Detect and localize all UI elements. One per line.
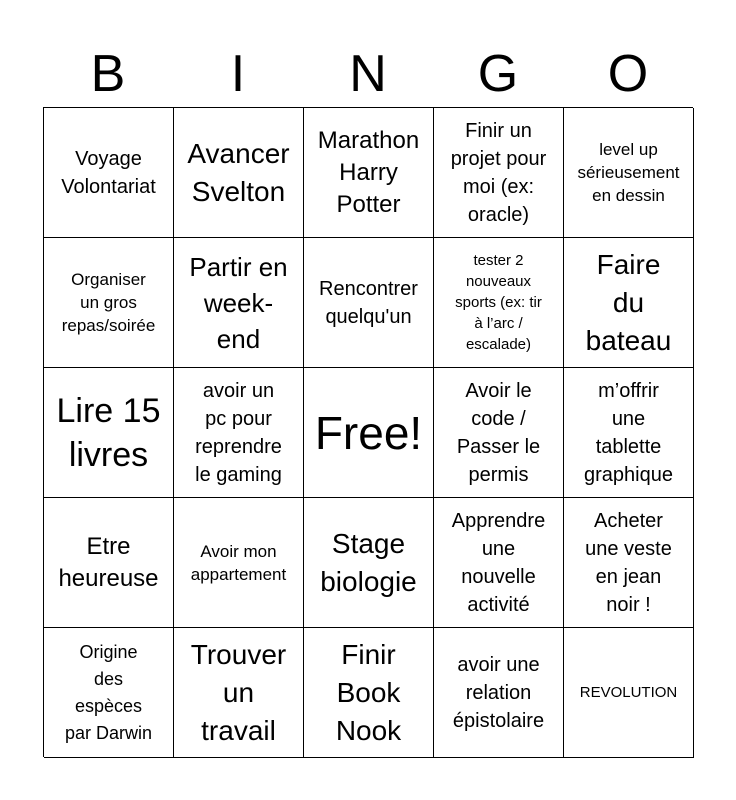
bingo-cell[interactable] xyxy=(44,498,174,628)
bingo-cell[interactable] xyxy=(44,628,174,758)
bingo-cell[interactable] xyxy=(564,368,694,498)
bingo-cell[interactable] xyxy=(564,628,694,758)
bingo-cell-label: Stage biologie xyxy=(320,527,417,597)
bingo-header xyxy=(43,44,693,104)
bingo-cell-label: avoir un pc pour reprendre le gaming xyxy=(195,379,282,486)
header-letter-o: O xyxy=(607,45,649,103)
bingo-cell-label: Finir Book Nook xyxy=(335,638,402,746)
bingo-cell-label: Organiser un gros repas/soirée xyxy=(61,270,156,335)
bingo-cell[interactable] xyxy=(44,108,174,238)
bingo-cell[interactable] xyxy=(564,108,694,238)
bingo-cell[interactable] xyxy=(174,498,304,628)
bingo-cell[interactable] xyxy=(174,628,304,758)
bingo-cell-label: Faire du bateau xyxy=(585,248,672,356)
bingo-cell-label: avoir une relation épistolaire xyxy=(452,653,545,732)
bingo-cell-label: Avancer Svelton xyxy=(187,137,290,207)
bingo-cell-label: Partir en week- end xyxy=(189,251,288,354)
bingo-card-grid xyxy=(43,107,693,757)
bingo-cell[interactable] xyxy=(434,498,564,628)
bingo-cell[interactable] xyxy=(434,628,564,758)
bingo-cell-label: Acheter une veste en jean noir ! xyxy=(585,509,672,616)
bingo-cell[interactable] xyxy=(564,498,694,628)
header-letter-n: N xyxy=(349,45,387,103)
bingo-cell-label: Apprendre une nouvelle activité xyxy=(451,509,546,616)
bingo-cell-label: Etre heureuse xyxy=(58,532,159,592)
bingo-cell-free[interactable] xyxy=(304,368,434,498)
bingo-cell-label: Avoir mon appartement xyxy=(190,541,287,584)
bingo-cell-label: Finir un projet pour moi (ex: oracle) xyxy=(450,119,547,226)
bingo-cell-label: Rencontrer quelqu'un xyxy=(319,277,418,328)
bingo-cell-label: Free! xyxy=(314,406,423,459)
header-letter-b: B xyxy=(90,45,126,103)
bingo-cell[interactable] xyxy=(564,238,694,368)
bingo-cell-label: REVOLUTION xyxy=(579,684,678,701)
header-letter-g: G xyxy=(477,45,519,103)
bingo-cell-label: Avoir le code / Passer le permis xyxy=(456,379,541,486)
bingo-cell[interactable] xyxy=(174,108,304,238)
header-letter-i: I xyxy=(230,45,246,103)
bingo-cell-label: m’offrir une tablette graphique xyxy=(584,379,673,486)
bingo-cell-label: Marathon Harry Potter xyxy=(317,126,420,218)
bingo-cell[interactable] xyxy=(174,368,304,498)
bingo-cell[interactable] xyxy=(304,498,434,628)
bingo-cell-label: level up sérieusement en dessin xyxy=(577,140,680,205)
bingo-cell-label: Voyage Volontariat xyxy=(61,147,156,198)
bingo-cell[interactable] xyxy=(434,238,564,368)
bingo-cell-label: Trouver un travail xyxy=(190,638,287,746)
bingo-cell-label: Lire 15 livres xyxy=(56,391,161,474)
bingo-cell[interactable] xyxy=(304,628,434,758)
bingo-cell[interactable] xyxy=(304,108,434,238)
bingo-cell[interactable] xyxy=(44,238,174,368)
bingo-cell[interactable] xyxy=(434,108,564,238)
bingo-cell-label: tester 2 nouveaux sports (ex: tir à l’arc / escalade) xyxy=(455,252,542,353)
bingo-cell-label: Origine des espèces par Darwin xyxy=(64,641,153,743)
bingo-cell[interactable] xyxy=(174,238,304,368)
bingo-cell[interactable] xyxy=(304,238,434,368)
bingo-cell[interactable] xyxy=(44,368,174,498)
bingo-cell[interactable] xyxy=(434,368,564,498)
